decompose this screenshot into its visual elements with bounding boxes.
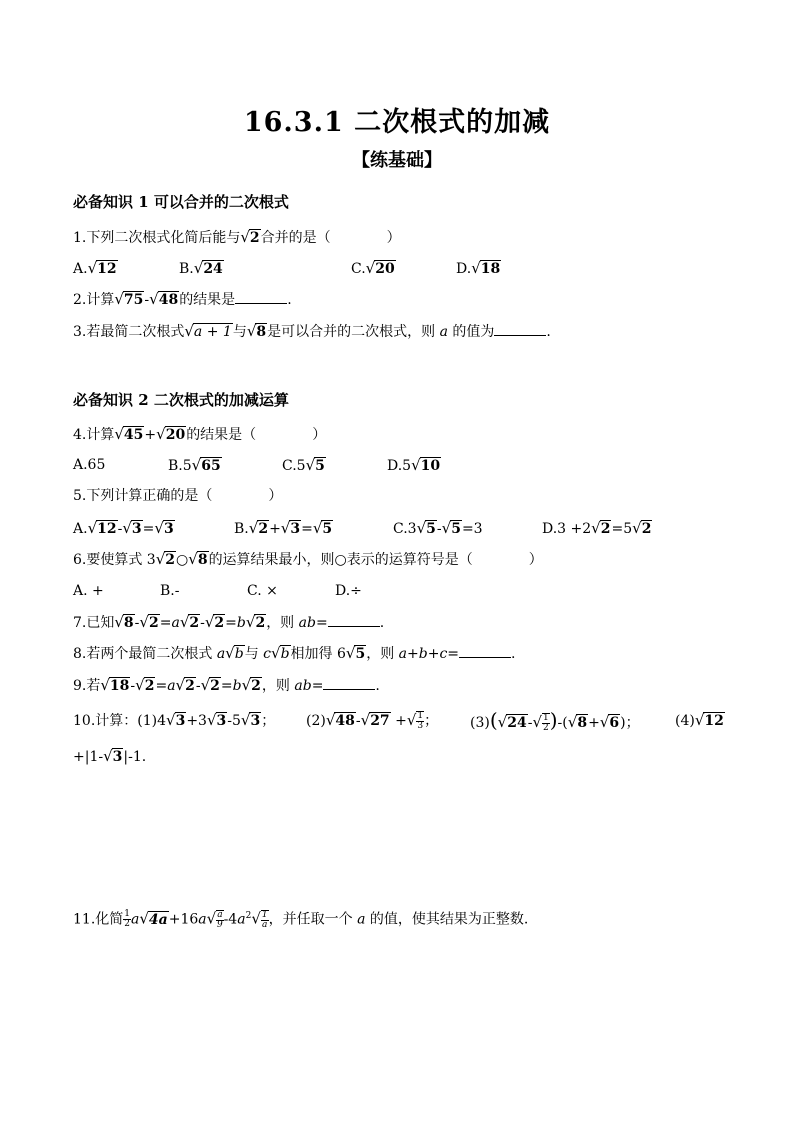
q8-r1: b: [234, 646, 244, 662]
q4-option-a-label: A.65: [73, 457, 106, 473]
q5-d-eq: =5: [611, 521, 633, 537]
q1-option-d[interactable]: D.√18: [456, 259, 501, 277]
q3-suffix: 是可以合并的二次根式，则: [267, 324, 440, 340]
q10-p3a: -: [527, 715, 533, 731]
q4-plus: +: [144, 427, 157, 443]
q8-suffix-2: ，则: [366, 646, 399, 662]
q8-suffix: 相加得 6: [290, 646, 346, 662]
q10-p2den: 3: [417, 721, 424, 731]
q4-option-d-rad: 10: [420, 458, 441, 474]
q10-p3lp: (: [489, 708, 498, 732]
q11-v2: a: [198, 911, 207, 928]
q4-option-a[interactable]: [73, 455, 105, 475]
q10-cend: |-1.: [123, 749, 147, 765]
q9-t3: -: [195, 678, 201, 694]
q6-circle: ○: [176, 552, 189, 568]
q10-p2r1: 48: [335, 713, 355, 729]
q6-rad-2: 8: [197, 552, 208, 568]
q10-p3r1: 24: [507, 715, 527, 731]
q4-close: ）: [312, 427, 327, 443]
q9-answer-blank[interactable]: [323, 675, 375, 690]
q10-part-3: (3)(√24-√ $\frac{1}{2}$ )-(√8+√6)；: [470, 708, 640, 733]
q4-rad-2: 20: [165, 427, 186, 443]
q6-option-c-label: C. ×: [247, 583, 278, 599]
q5-a-label: A.: [73, 521, 88, 537]
q1-option-c[interactable]: C.√20: [351, 259, 395, 277]
q3-answer-blank[interactable]: [494, 321, 546, 336]
q5-b-label: B.: [234, 521, 249, 537]
q5-c-eq: =3: [461, 521, 483, 537]
question-8: 8.若两个最简二次根式 a√b与 c√b相加得 6√5，则 a+b+c= .: [73, 644, 516, 662]
q7-t3: -: [200, 615, 205, 631]
q3-var: a: [439, 324, 448, 340]
q10-p3rp: ): [549, 708, 558, 732]
q10-p3r3: 6: [609, 715, 620, 731]
q3-rad-2: 8: [256, 324, 267, 340]
q1-option-d-label: D.: [456, 261, 472, 277]
q5-b-r3: 5: [322, 521, 333, 537]
q9-t6: =: [311, 678, 324, 694]
question-3: 3.若最简二次根式√a + 1与√8是可以合并的二次根式，则 a 的值为 .: [73, 322, 551, 340]
q11-n2: 1: [261, 909, 268, 920]
q11-d1: 9: [217, 919, 223, 930]
q2-answer-blank[interactable]: [235, 289, 287, 304]
q10-p1end: ；: [261, 713, 276, 729]
q7-v1: a: [171, 615, 180, 631]
q3-suffix-2: 的值为: [447, 324, 495, 340]
q4-option-c-label: C.5: [282, 458, 306, 474]
question-2: 2.计算√75-√48的结果是 .: [73, 290, 292, 308]
q10-p1r3: 3: [250, 713, 261, 729]
q7-t2: =: [159, 615, 172, 631]
q4-prefix: 4.计算: [73, 427, 115, 443]
q1-option-b-rad: 24: [203, 261, 223, 277]
question-11: 11.化简 $\frac{1}{2}$ a√4a+16a√ $\frac{a}{9}$ $-4a^2√$ $\frac{1}{a}$ ，并任取一个 a 的值，使其结果为正整数.: [73, 909, 529, 930]
section-heading-1: 必备知识 1 可以合并的二次根式: [73, 193, 289, 211]
q10-p3-frac: [542, 713, 550, 733]
q1-option-d-rad: 18: [480, 261, 501, 277]
q7-r1: 8: [123, 615, 134, 631]
q7-r5: 2: [255, 615, 266, 631]
q7-t5: ，则: [266, 615, 299, 631]
q5-prefix: 5.下列计算正确的是（: [73, 488, 213, 504]
q1-close: ）: [386, 230, 401, 246]
q9-t4: =: [220, 678, 233, 694]
question-4: 4.计算√45+√20的结果是（ ）: [73, 425, 327, 443]
q5-a-m: -: [117, 521, 123, 537]
q10-cr: 3: [112, 749, 123, 765]
q10-part-1: 10.计算：(1)4√3+3√3-5√3；: [73, 711, 276, 729]
q7-v3: ab: [298, 615, 316, 631]
q6-option-b[interactable]: [160, 581, 179, 601]
q10-p3den: 2: [543, 723, 549, 733]
q9-t5: ，则: [261, 678, 295, 694]
question-9: 9.若√18-√2=a√2-√2=b√2，则 ab= .: [73, 676, 380, 694]
q10-prefix: 10.计算：(1)4: [73, 713, 167, 729]
q10-p4r1: 12: [704, 713, 724, 729]
q6-rad-1: 2: [165, 552, 176, 568]
q3-prefix: 3.若最简二次根式: [73, 324, 185, 340]
q8-v2: c: [263, 646, 271, 662]
q11-frac-3: [261, 910, 269, 930]
q9-r4: 2: [210, 678, 220, 694]
q8-v5: c: [439, 646, 448, 662]
q4-option-c-rad: 5: [315, 458, 325, 474]
q11-suffix: ，并任取一个: [268, 911, 358, 928]
q11-fnum: 1: [124, 909, 130, 920]
q2-prefix: 2.计算: [73, 292, 115, 308]
q9-v2: b: [232, 678, 242, 694]
q10-p2b: +: [390, 713, 407, 729]
q7-prefix: 7.已知: [73, 615, 115, 631]
q4-option-b[interactable]: B.5√65: [168, 456, 221, 474]
q10-p3b: -(: [557, 715, 568, 731]
page-title: 16.3.1 二次根式的加减: [243, 107, 551, 138]
q1-option-a-rad: 12: [97, 261, 117, 277]
q1-option-a-label: A.: [73, 261, 88, 277]
q7-t4: =: [225, 615, 237, 631]
q1-prefix: 1.下列二次根式化简后能与: [73, 230, 241, 246]
q8-answer-blank[interactable]: [459, 643, 511, 658]
q9-t2: =: [155, 678, 168, 694]
q8-r3: 5: [355, 646, 366, 662]
q1-option-b[interactable]: B.√24: [179, 259, 223, 277]
q11-n1: a: [217, 909, 223, 920]
q11-suffix-2: 的值，使其结果为正整数.: [365, 911, 529, 928]
q5-c-label: C.3: [393, 521, 417, 537]
q7-r3: 2: [189, 615, 200, 631]
q10-p1r2: 3: [216, 713, 227, 729]
q9-end: .: [375, 678, 380, 694]
q5-c-r2: 5: [451, 521, 461, 537]
q10-p2label: (2): [306, 713, 326, 729]
q10-p2a: -: [355, 713, 361, 729]
q10-p3label: (3): [470, 715, 490, 731]
q4-option-d[interactable]: D.5√10: [387, 456, 441, 474]
q5-b-r1: 2: [258, 521, 269, 537]
q5-b-r2: 3: [290, 521, 301, 537]
q11-sup: 2: [245, 911, 252, 921]
q10-part-4: (4)√12: [675, 711, 724, 729]
q4-option-b-label: B.5: [168, 458, 192, 474]
q6-option-c[interactable]: [247, 581, 278, 601]
q5-option-d[interactable]: D.3 +2√2=5√2: [542, 519, 652, 537]
q11-frac-2: [216, 910, 223, 930]
q5-a-eq: =: [142, 521, 155, 537]
q9-r2: 2: [144, 678, 155, 694]
q5-d-r1: 2: [600, 521, 611, 537]
q3-rad-1: a + 1: [193, 324, 232, 340]
q4-option-b-rad: 65: [201, 458, 221, 474]
q8-r2: b: [280, 646, 290, 662]
q11-r1: 4a: [148, 911, 168, 928]
q6-option-b-label: B.-: [160, 583, 180, 599]
q5-a-r2: 3: [131, 521, 142, 537]
q6-option-a-label: A. +: [73, 583, 104, 599]
q8-p2: +: [427, 646, 440, 662]
question-7: 7.已知√8-√2=a√2-√2=b√2，则 ab= .: [73, 613, 385, 631]
q10-p3end: )；: [620, 715, 640, 731]
q6-close: ）: [528, 552, 543, 568]
q8-v4: b: [418, 646, 428, 662]
q9-v3: ab: [294, 678, 312, 694]
page-subtitle: 【练基础】: [352, 150, 442, 171]
q1-option-c-rad: 20: [375, 261, 395, 277]
q2-rad-1: 75: [123, 292, 144, 308]
q7-v2: b: [236, 615, 246, 631]
q5-option-c[interactable]: C.3√5-√5=3: [393, 519, 483, 537]
q1-option-c-label: C.: [351, 261, 366, 277]
q9-r5: 2: [251, 678, 261, 694]
q8-v3: a: [398, 646, 408, 662]
q5-close: ）: [268, 488, 283, 504]
q2-minus: -: [144, 292, 150, 308]
question-6: 6.要使算式 3√2○√8的运算结果最小，则○表示的运算符号是（ ）: [73, 550, 543, 568]
q11-frac: [123, 910, 131, 929]
q8-mid: 与: [244, 646, 264, 662]
q2-end: .: [287, 292, 292, 308]
q7-t6: =: [315, 615, 328, 631]
q7-answer-blank[interactable]: [328, 612, 380, 627]
q11-v3: a: [237, 911, 246, 928]
q11-d2: a: [262, 919, 268, 930]
q1-radicand: 2: [249, 230, 260, 246]
q10-p3num: 1: [543, 713, 549, 723]
q5-a-r1: 12: [97, 521, 117, 537]
q10-p2r2: 27: [370, 713, 390, 729]
q1-option-b-label: B.: [179, 261, 194, 277]
q5-c-r1: 5: [426, 521, 436, 537]
q8-eq: =: [447, 646, 460, 662]
q7-t1: -: [134, 615, 140, 631]
q5-option-a[interactable]: A.√12-√3=√3: [73, 519, 174, 537]
q11-t2: -4: [223, 911, 238, 928]
q11-t1: +16: [168, 911, 199, 928]
q6-option-a[interactable]: [73, 581, 104, 601]
q6-prefix: 6.要使算式 3: [73, 552, 156, 568]
q1-suffix: 合并的是（: [260, 230, 331, 246]
q11-prefix: 11.化简: [73, 911, 124, 928]
q4-suffix: 的结果是（: [186, 427, 257, 443]
q10-p2-frac: [416, 711, 424, 731]
q3-end: .: [546, 324, 551, 340]
q10-part-4-continued: +|1-√3|-1.: [73, 747, 147, 765]
q6-option-d-label: D.÷: [335, 583, 362, 599]
q9-r1: 18: [109, 678, 130, 694]
question-5: [73, 486, 282, 506]
question-1: 1.下列二次根式化简后能与√2合并的是（ ）: [73, 228, 401, 246]
q7-r4: 2: [214, 615, 225, 631]
q10-p3r2: 8: [577, 715, 588, 731]
q1-option-a[interactable]: A.√12: [73, 259, 117, 277]
q8-end: .: [511, 646, 516, 662]
q5-a-r3: 3: [163, 521, 174, 537]
q7-end: .: [379, 615, 385, 631]
q10-p2end: ；: [424, 713, 439, 729]
q10-cont: +|1-: [73, 749, 104, 765]
q5-d-r2: 2: [641, 521, 652, 537]
q10-p3c: +: [588, 715, 600, 731]
section-heading-2: 必备知识 2 二次根式的加减运算: [73, 391, 289, 409]
q6-suffix: 的运算结果最小，则○表示的运算符号是（: [208, 552, 473, 568]
q5-b-p: +: [269, 521, 281, 537]
q4-rad-1: 45: [123, 427, 144, 443]
q10-part-2: (2)√48-√27 +√ $\frac{1}{3}$ ；: [306, 711, 439, 731]
q10-p4label: (4): [675, 713, 695, 729]
q10-p1r1: 3: [175, 713, 186, 729]
q6-option-d[interactable]: [335, 581, 362, 601]
q9-v1: a: [167, 678, 176, 694]
q8-p1: +: [407, 646, 419, 662]
q5-b-eq: =: [301, 521, 313, 537]
q3-mid: 与: [232, 324, 247, 340]
q4-option-c[interactable]: C.5√5: [282, 456, 325, 474]
q9-prefix: 9.若: [73, 678, 101, 694]
q11-v1: a: [131, 911, 140, 928]
q10-p2num: 1: [417, 711, 424, 721]
q9-t1: -: [130, 678, 136, 694]
q2-rad-2: 48: [158, 292, 179, 308]
q2-suffix: 的结果是: [179, 292, 236, 308]
q11-v4: a: [357, 911, 366, 928]
q5-d-label: D.3 +2: [542, 521, 592, 537]
q8-prefix: 8.若两个最简二次根式: [73, 646, 217, 662]
q4-option-d-label: D.5: [387, 458, 412, 474]
q8-v1: a: [216, 646, 226, 662]
q10-p1b: -5: [227, 713, 241, 729]
q7-r2: 2: [148, 615, 159, 631]
q11-fden: 2: [124, 919, 130, 930]
q10-p1a: +3: [186, 713, 207, 729]
q5-c-m: -: [436, 521, 442, 537]
q9-r3: 2: [185, 678, 195, 694]
q5-option-b[interactable]: B.√2+√3=√5: [234, 519, 333, 537]
